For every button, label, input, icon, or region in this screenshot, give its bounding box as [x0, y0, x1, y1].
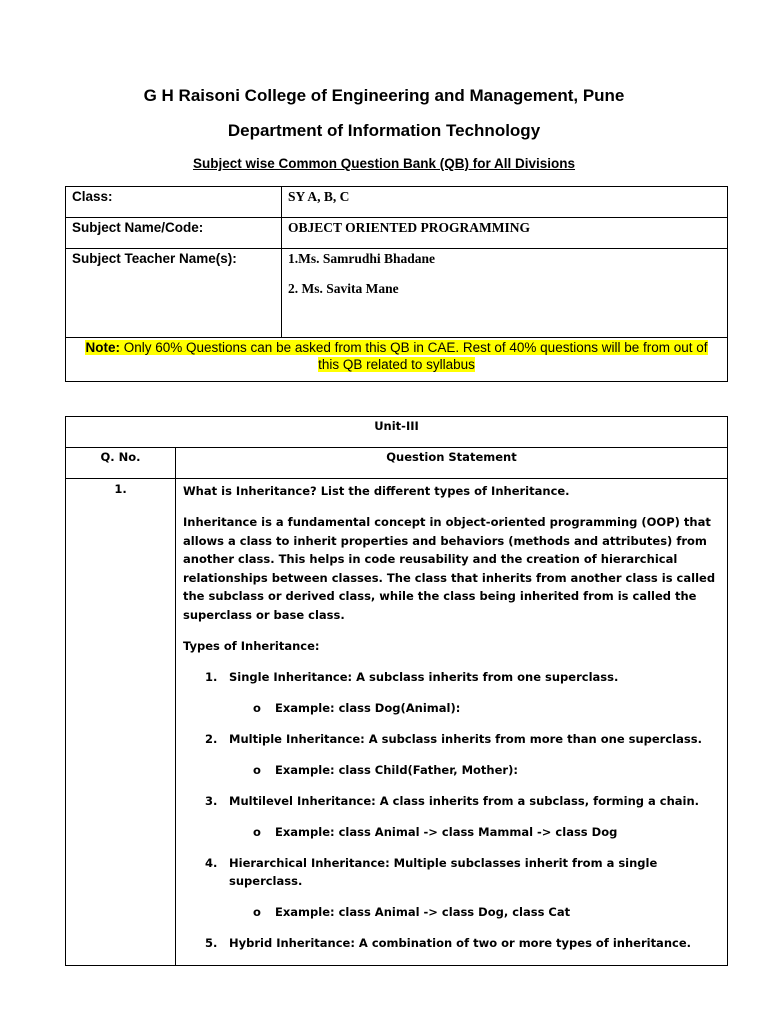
teacher-name: 2. Ms. Savita Mane	[288, 281, 399, 296]
example-item	[183, 823, 719, 842]
question-text: What is Inheritance? List the different types of Inheritance.	[183, 484, 570, 498]
example-text: Example: class Dog(Animal):	[275, 700, 461, 715]
note-cell	[66, 338, 728, 382]
teacher-row	[66, 249, 728, 338]
item-number: 5.	[205, 936, 218, 951]
subject-label: Subject Name/Code:	[66, 218, 282, 249]
item-number: 3.	[205, 793, 218, 808]
class-value: SY A, B, C	[282, 187, 728, 218]
question-statement	[176, 479, 728, 966]
qno-header: Q. No.	[66, 448, 176, 479]
inheritance-type-item	[183, 934, 719, 953]
item-text: Multiple Inheritance: A subclass inherits from more than one superclass.	[229, 731, 702, 746]
inheritance-type-item	[183, 854, 719, 891]
item-text: Hybrid Inheritance: A combination of two or more types of inheritance.	[229, 936, 691, 951]
note-highlight	[85, 340, 707, 372]
note-row	[66, 338, 728, 382]
note-text: Only 60% Questions can be asked from this QB in CAE. Rest of 40% questions will be from out of this QB related to syllabus	[119, 340, 708, 372]
column-header-row	[66, 448, 728, 479]
college-name: G H Raisoni College of Engineering and Management, Pune	[143, 86, 625, 105]
question-table	[65, 416, 728, 966]
inheritance-type-item	[183, 730, 719, 749]
item-text: Hierarchical Inheritance: Multiple subclasses inherit from a single superclass.	[229, 855, 658, 889]
question-number: 1.	[66, 479, 176, 966]
example-item	[183, 903, 719, 922]
bullet-icon: o	[253, 762, 261, 777]
bullet-icon: o	[253, 905, 261, 920]
item-text: Multilevel Inheritance: A class inherits from a subclass, forming a chain.	[229, 793, 700, 808]
item-number: 4.	[205, 855, 218, 870]
teacher-list	[282, 249, 728, 338]
example-item	[183, 761, 719, 780]
example-text: Example: class Child(Father, Mother):	[275, 762, 518, 777]
types-heading: Types of Inheritance:	[183, 638, 320, 653]
bullet-icon: o	[253, 700, 261, 715]
item-number: 1.	[205, 669, 218, 684]
unit-title: Unit-III	[66, 417, 728, 448]
inheritance-type-item	[183, 668, 719, 687]
class-row	[66, 187, 728, 218]
department-name: Department of Information Technology	[227, 121, 541, 140]
item-text: Single Inheritance: A subclass inherits from one superclass.	[229, 669, 619, 684]
teacher-name: 1.Ms. Samrudhi Bhadane	[288, 251, 436, 266]
example-item	[183, 699, 719, 718]
inheritance-type-item	[183, 792, 719, 811]
subject-row	[66, 218, 728, 249]
example-text: Example: class Animal -> class Dog, class Cat	[275, 905, 571, 920]
question-row	[66, 479, 728, 966]
question-bank-title: Subject wise Common Question Bank (QB) for All Divisions	[192, 156, 576, 171]
unit-row	[66, 417, 728, 448]
note-label: Note:	[85, 340, 120, 355]
subject-value: OBJECT ORIENTED PROGRAMMING	[282, 218, 728, 249]
example-text: Example: class Animal -> class Mammal -> class Dog	[275, 824, 618, 839]
statement-header: Question Statement	[176, 448, 728, 479]
answer-intro: Inheritance is a fundamental concept in object-oriented programming (OOP) that allows a class to inherit properties and behaviors (methods and attributes) from another class. This helps in code reusability and the creation of hierarchical relationships between classes. The class that inherits from another class is called the subclass or derived class, while the class being inherited from is called the superclass or base class.	[183, 514, 716, 622]
class-label: Class:	[66, 187, 282, 218]
course-info-table	[65, 186, 728, 382]
item-number: 2.	[205, 731, 218, 746]
teacher-label: Subject Teacher Name(s):	[66, 249, 282, 338]
bullet-icon: o	[253, 824, 261, 839]
